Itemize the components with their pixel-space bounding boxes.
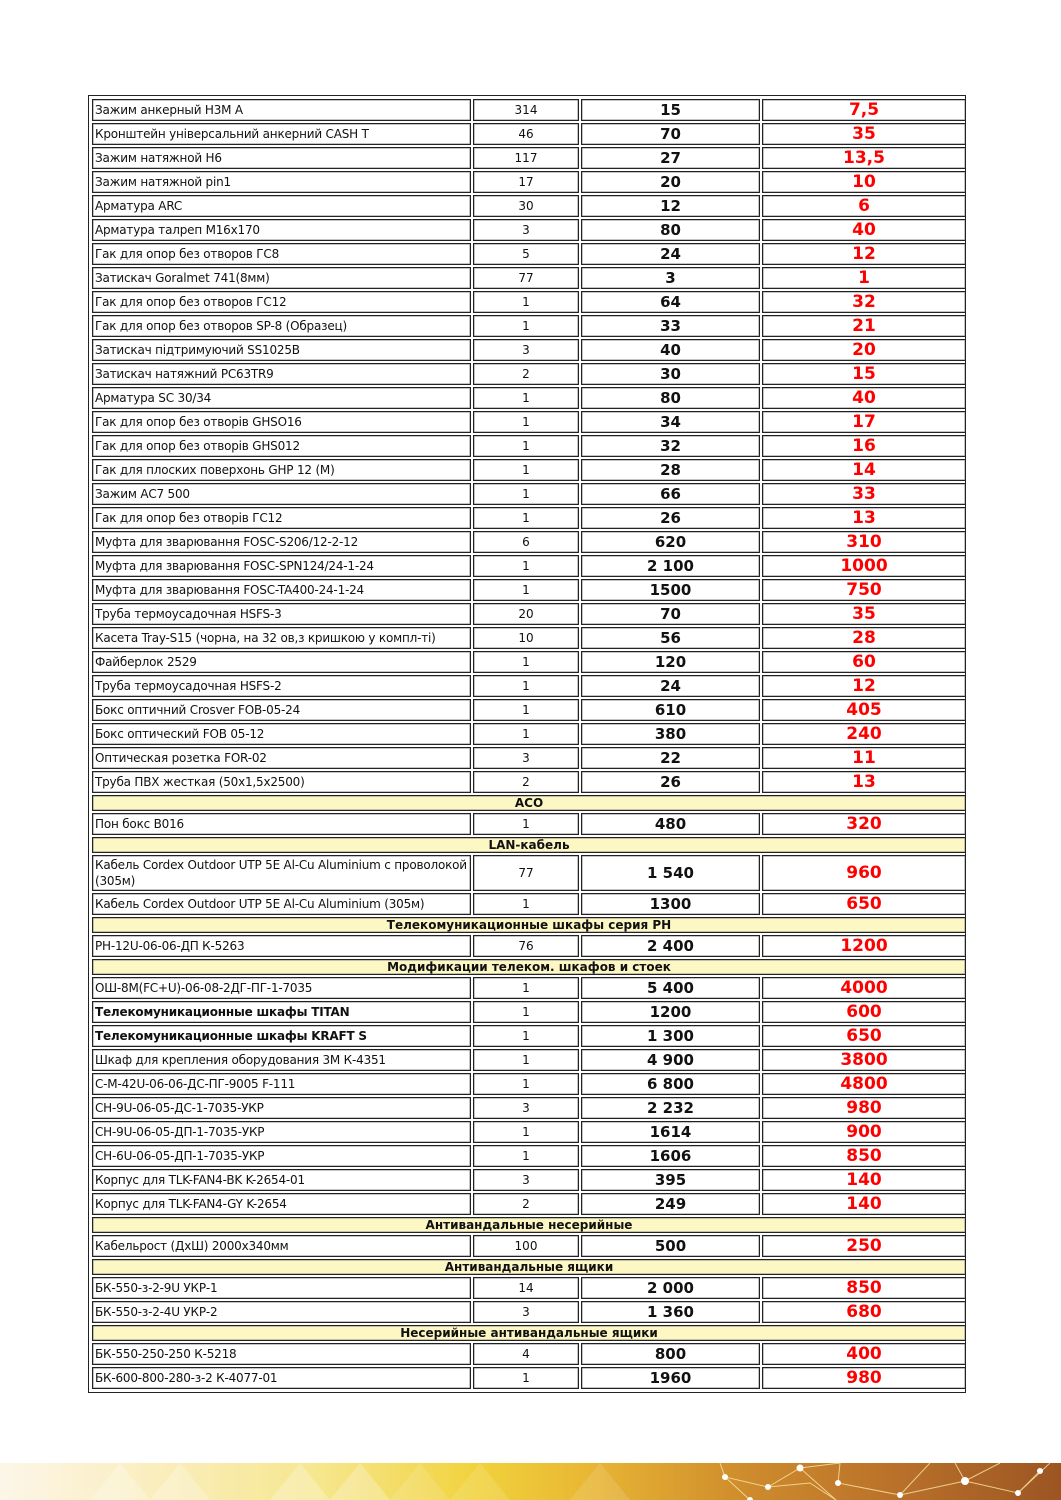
- price-cell: 26: [581, 771, 760, 793]
- price-table-body: [92, 99, 966, 1389]
- quantity-cell: 1: [473, 387, 579, 409]
- product-name-cell: Затискач натяжний PC63TR9: [92, 363, 471, 385]
- product-name-cell: БК-550-250-250 К-5218: [92, 1343, 471, 1365]
- table-row: [92, 1001, 966, 1023]
- price-cell: 1614: [581, 1121, 760, 1143]
- discount-price-cell: 14: [762, 459, 966, 481]
- price-cell: 2 400: [581, 935, 760, 957]
- discount-price-cell: 650: [762, 1025, 966, 1047]
- price-cell: 120: [581, 651, 760, 673]
- product-name-cell: Зажим анкерный Н3М А: [92, 99, 471, 121]
- discount-price-cell: 17: [762, 411, 966, 433]
- quantity-cell: 1: [473, 1367, 579, 1389]
- price-cell: 3: [581, 267, 760, 289]
- quantity-cell: 1: [473, 411, 579, 433]
- discount-price-cell: 680: [762, 1301, 966, 1323]
- quantity-cell: 1: [473, 555, 579, 577]
- discount-price-cell: 12: [762, 675, 966, 697]
- price-cell: 26: [581, 507, 760, 529]
- table-row: [92, 387, 966, 409]
- section-title: LAN-кабель: [92, 837, 966, 853]
- table-row: [92, 1367, 966, 1389]
- section-header-row: [92, 1259, 966, 1275]
- discount-price-cell: 12: [762, 243, 966, 265]
- discount-price-cell: 13: [762, 507, 966, 529]
- section-title: Антивандальные ящики: [92, 1259, 966, 1275]
- price-cell: 40: [581, 339, 760, 361]
- quantity-cell: 314: [473, 99, 579, 121]
- table-row: [92, 291, 966, 313]
- product-name-cell: Кабельрост (ДхШ) 2000х340мм: [92, 1235, 471, 1257]
- product-name-cell: Муфта для зварювання FOSC-S206/12-2-12: [92, 531, 471, 553]
- discount-price-cell: 7,5: [762, 99, 966, 121]
- discount-price-cell: 650: [762, 893, 966, 915]
- table-row: [92, 1301, 966, 1323]
- product-name-cell: Труба ПВХ жесткая (50х1,5х2500): [92, 771, 471, 793]
- discount-price-cell: 4800: [762, 1073, 966, 1095]
- product-name-cell: Касета Tray-S15 (чорна, на 32 ов,з кришкою у компл-ті): [92, 627, 471, 649]
- table-row: [92, 219, 966, 241]
- quantity-cell: 20: [473, 603, 579, 625]
- product-name-cell: Затискач підтримуючий SS1025B: [92, 339, 471, 361]
- table-row: [92, 483, 966, 505]
- discount-price-cell: 13,5: [762, 147, 966, 169]
- discount-price-cell: 15: [762, 363, 966, 385]
- price-cell: 610: [581, 699, 760, 721]
- discount-price-cell: 900: [762, 1121, 966, 1143]
- price-cell: 33: [581, 315, 760, 337]
- section-header-row: [92, 1217, 966, 1233]
- table-row: [92, 747, 966, 769]
- product-name-cell: Пон бокс B016: [92, 813, 471, 835]
- section-title: Антивандальные несерийные: [92, 1217, 966, 1233]
- quantity-cell: 14: [473, 1277, 579, 1299]
- product-name-cell: Оптическая розетка FOR-02: [92, 747, 471, 769]
- table-row: [92, 675, 966, 697]
- quantity-cell: 1: [473, 1001, 579, 1023]
- quantity-cell: 1: [473, 579, 579, 601]
- discount-price-cell: 13: [762, 771, 966, 793]
- price-cell: 395: [581, 1169, 760, 1191]
- product-name-cell: Файберлок 2529: [92, 651, 471, 673]
- table-row: [92, 1343, 966, 1365]
- quantity-cell: 1: [473, 675, 579, 697]
- table-row: [92, 579, 966, 601]
- discount-price-cell: 310: [762, 531, 966, 553]
- table-row: [92, 699, 966, 721]
- table-row: [92, 855, 966, 891]
- price-cell: 6 800: [581, 1073, 760, 1095]
- discount-price-cell: 250: [762, 1235, 966, 1257]
- product-name-cell: Корпус для TLK-FAN4-BK K-2654-01: [92, 1169, 471, 1191]
- product-name-cell: БК-550-з-2-4U УКР-2: [92, 1301, 471, 1323]
- product-name-cell: Муфта для зварювання FOSC-SPN124/24-1-24: [92, 555, 471, 577]
- quantity-cell: 1: [473, 483, 579, 505]
- quantity-cell: 3: [473, 1097, 579, 1119]
- price-cell: 56: [581, 627, 760, 649]
- product-name-cell: Зажим натяжной Н6: [92, 147, 471, 169]
- table-row: [92, 507, 966, 529]
- table-row: [92, 267, 966, 289]
- table-row: [92, 531, 966, 553]
- quantity-cell: 4: [473, 1343, 579, 1365]
- quantity-cell: 1: [473, 1073, 579, 1095]
- discount-price-cell: 33: [762, 483, 966, 505]
- quantity-cell: 2: [473, 1193, 579, 1215]
- discount-price-cell: 1200: [762, 935, 966, 957]
- product-name-cell: Муфта для зварювання FOSC-TA400-24-1-24: [92, 579, 471, 601]
- price-cell: 80: [581, 387, 760, 409]
- price-table: [90, 97, 968, 1391]
- price-cell: 5 400: [581, 977, 760, 999]
- product-name-cell: Корпус для TLK-FAN4-GY K-2654: [92, 1193, 471, 1215]
- table-row: [92, 603, 966, 625]
- discount-price-cell: 140: [762, 1169, 966, 1191]
- discount-price-cell: 750: [762, 579, 966, 601]
- quantity-cell: 1: [473, 1025, 579, 1047]
- discount-price-cell: 40: [762, 387, 966, 409]
- quantity-cell: 1: [473, 723, 579, 745]
- product-name-cell: Бокс оптичний Crosver FOB-05-24: [92, 699, 471, 721]
- product-name-cell: Шкаф для крепления оборудования 3М К-4351: [92, 1049, 471, 1071]
- discount-price-cell: 850: [762, 1145, 966, 1167]
- product-name-cell: Арматура SC 30/34: [92, 387, 471, 409]
- product-name-cell: СН-6U-06-05-ДП-1-7035-УКР: [92, 1145, 471, 1167]
- table-row: [92, 171, 966, 193]
- discount-price-cell: 980: [762, 1367, 966, 1389]
- quantity-cell: 1: [473, 699, 579, 721]
- product-name-cell: Кабель Cordex Outdoor UTP 5E Al-Cu Aluminium с проволокой (305м): [92, 855, 471, 891]
- discount-price-cell: 600: [762, 1001, 966, 1023]
- section-header-row: [92, 795, 966, 811]
- table-row: [92, 363, 966, 385]
- product-name-cell: Гак для опор без отворів GHSO16: [92, 411, 471, 433]
- table-row: [92, 243, 966, 265]
- discount-price-cell: 405: [762, 699, 966, 721]
- discount-price-cell: 6: [762, 195, 966, 217]
- quantity-cell: 1: [473, 813, 579, 835]
- price-cell: 1500: [581, 579, 760, 601]
- price-cell: 34: [581, 411, 760, 433]
- discount-price-cell: 400: [762, 1343, 966, 1365]
- price-cell: 22: [581, 747, 760, 769]
- product-name-cell: Арматура ARC: [92, 195, 471, 217]
- table-row: [92, 99, 966, 121]
- discount-price-cell: 320: [762, 813, 966, 835]
- product-name-cell: Телекомуникационные шкафы KRAFT S: [92, 1025, 471, 1047]
- table-row: [92, 813, 966, 835]
- section-header-row: [92, 1325, 966, 1341]
- table-row: [92, 651, 966, 673]
- footer-network-pattern: [0, 1463, 1061, 1500]
- quantity-cell: 2: [473, 771, 579, 793]
- quantity-cell: 117: [473, 147, 579, 169]
- quantity-cell: 1: [473, 1049, 579, 1071]
- product-name-cell: С-М-42U-06-06-ДС-ПГ-9005 F-111: [92, 1073, 471, 1095]
- discount-price-cell: 35: [762, 603, 966, 625]
- table-row: [92, 1097, 966, 1119]
- quantity-cell: 77: [473, 855, 579, 891]
- product-name-cell: Телекомуникационные шкафы TITAN: [92, 1001, 471, 1023]
- table-row: [92, 195, 966, 217]
- discount-price-cell: 1: [762, 267, 966, 289]
- product-name-cell: Гак для опор без отворов ГС12: [92, 291, 471, 313]
- quantity-cell: 2: [473, 363, 579, 385]
- discount-price-cell: 3800: [762, 1049, 966, 1071]
- discount-price-cell: 60: [762, 651, 966, 673]
- table-row: [92, 627, 966, 649]
- discount-price-cell: 20: [762, 339, 966, 361]
- product-name-cell: Кабель Cordex Outdoor UTP 5E Al-Cu Aluminium (305м): [92, 893, 471, 915]
- table-row: [92, 123, 966, 145]
- price-cell: 70: [581, 123, 760, 145]
- price-cell: 800: [581, 1343, 760, 1365]
- quantity-cell: 1: [473, 977, 579, 999]
- price-cell: 1960: [581, 1367, 760, 1389]
- price-cell: 620: [581, 531, 760, 553]
- quantity-cell: 5: [473, 243, 579, 265]
- quantity-cell: 100: [473, 1235, 579, 1257]
- discount-price-cell: 32: [762, 291, 966, 313]
- table-row: [92, 435, 966, 457]
- table-row: [92, 147, 966, 169]
- quantity-cell: 77: [473, 267, 579, 289]
- price-cell: 80: [581, 219, 760, 241]
- discount-price-cell: 960: [762, 855, 966, 891]
- price-cell: 64: [581, 291, 760, 313]
- price-cell: 4 900: [581, 1049, 760, 1071]
- price-cell: 480: [581, 813, 760, 835]
- table-row: [92, 771, 966, 793]
- quantity-cell: 1: [473, 1121, 579, 1143]
- price-cell: 380: [581, 723, 760, 745]
- quantity-cell: 3: [473, 1169, 579, 1191]
- table-row: [92, 1073, 966, 1095]
- price-cell: 1606: [581, 1145, 760, 1167]
- discount-price-cell: 10: [762, 171, 966, 193]
- table-row: [92, 977, 966, 999]
- discount-price-cell: 16: [762, 435, 966, 457]
- section-title: Телекомуникационные шкафы серия РН: [92, 917, 966, 933]
- discount-price-cell: 11: [762, 747, 966, 769]
- product-name-cell: СН-9U-06-05-ДС-1-7035-УКР: [92, 1097, 471, 1119]
- price-cell: 15: [581, 99, 760, 121]
- product-name-cell: Затискач Goralmet 741(8мм): [92, 267, 471, 289]
- section-title: Модификации телеком. шкафов и стоек: [92, 959, 966, 975]
- price-cell: 28: [581, 459, 760, 481]
- product-name-cell: Гак для опор без отворов SP-8 (Образец): [92, 315, 471, 337]
- quantity-cell: 1: [473, 435, 579, 457]
- quantity-cell: 46: [473, 123, 579, 145]
- product-name-cell: Гак для плоских поверхонь GHP 12 (M): [92, 459, 471, 481]
- table-row: [92, 1193, 966, 1215]
- quantity-cell: 1: [473, 507, 579, 529]
- section-header-row: [92, 917, 966, 933]
- discount-price-cell: 140: [762, 1193, 966, 1215]
- section-header-row: [92, 837, 966, 853]
- quantity-cell: 1: [473, 651, 579, 673]
- product-name-cell: Зажим натяжной pin1: [92, 171, 471, 193]
- discount-price-cell: 35: [762, 123, 966, 145]
- product-name-cell: Труба термоусадочная HSFS-3: [92, 603, 471, 625]
- quantity-cell: 1: [473, 893, 579, 915]
- quantity-cell: 17: [473, 171, 579, 193]
- price-cell: 1300: [581, 893, 760, 915]
- product-name-cell: БК-600-800-280-з-2 К-4077-01: [92, 1367, 471, 1389]
- table-row: [92, 1121, 966, 1143]
- discount-price-cell: 1000: [762, 555, 966, 577]
- price-cell: 12: [581, 195, 760, 217]
- price-cell: 1 300: [581, 1025, 760, 1047]
- price-cell: 500: [581, 1235, 760, 1257]
- table-row: [92, 935, 966, 957]
- quantity-cell: 1: [473, 315, 579, 337]
- decorative-footer-band: [0, 1463, 1061, 1500]
- price-cell: 2 100: [581, 555, 760, 577]
- product-name-cell: Кронштейн універсальний анкерний CASH T: [92, 123, 471, 145]
- price-cell: 2 232: [581, 1097, 760, 1119]
- product-name-cell: ОШ-8М(FC+U)-06-08-2ДГ-ПГ-1-7035: [92, 977, 471, 999]
- price-cell: 66: [581, 483, 760, 505]
- table-row: [92, 555, 966, 577]
- table-row: [92, 1049, 966, 1071]
- section-title: Несерийные антивандальные ящики: [92, 1325, 966, 1341]
- table-row: [92, 339, 966, 361]
- price-table-container: [88, 95, 966, 1393]
- price-cell: 1 540: [581, 855, 760, 891]
- quantity-cell: 3: [473, 747, 579, 769]
- product-name-cell: Труба термоусадочная HSFS-2: [92, 675, 471, 697]
- price-cell: 20: [581, 171, 760, 193]
- discount-price-cell: 850: [762, 1277, 966, 1299]
- product-name-cell: РН-12U-06-06-ДП К-5263: [92, 935, 471, 957]
- quantity-cell: 3: [473, 1301, 579, 1323]
- price-cell: 249: [581, 1193, 760, 1215]
- table-row: [92, 1235, 966, 1257]
- discount-price-cell: 980: [762, 1097, 966, 1119]
- quantity-cell: 1: [473, 291, 579, 313]
- discount-price-cell: 21: [762, 315, 966, 337]
- product-name-cell: БК-550-з-2-9U УКР-1: [92, 1277, 471, 1299]
- product-name-cell: СН-9U-06-05-ДП-1-7035-УКР: [92, 1121, 471, 1143]
- table-row: [92, 1145, 966, 1167]
- price-cell: 32: [581, 435, 760, 457]
- price-cell: 27: [581, 147, 760, 169]
- quantity-cell: 3: [473, 339, 579, 361]
- product-name-cell: Гак для опор без отворів GHS012: [92, 435, 471, 457]
- quantity-cell: 10: [473, 627, 579, 649]
- discount-price-cell: 4000: [762, 977, 966, 999]
- quantity-cell: 76: [473, 935, 579, 957]
- product-name-cell: Бокс оптический FOB 05-12: [92, 723, 471, 745]
- product-name-cell: Арматура талреп М16х170: [92, 219, 471, 241]
- price-cell: 30: [581, 363, 760, 385]
- price-cell: 1 360: [581, 1301, 760, 1323]
- table-row: [92, 1277, 966, 1299]
- table-row: [92, 1025, 966, 1047]
- discount-price-cell: 28: [762, 627, 966, 649]
- quantity-cell: 30: [473, 195, 579, 217]
- table-row: [92, 315, 966, 337]
- table-row: [92, 411, 966, 433]
- section-header-row: [92, 959, 966, 975]
- table-row: [92, 893, 966, 915]
- price-cell: 24: [581, 675, 760, 697]
- table-row: [92, 723, 966, 745]
- quantity-cell: 3: [473, 219, 579, 241]
- quantity-cell: 1: [473, 1145, 579, 1167]
- quantity-cell: 6: [473, 531, 579, 553]
- price-cell: 1200: [581, 1001, 760, 1023]
- product-name-cell: Гак для опор без отворів ГС12: [92, 507, 471, 529]
- table-row: [92, 1169, 966, 1191]
- discount-price-cell: 40: [762, 219, 966, 241]
- price-cell: 24: [581, 243, 760, 265]
- table-row: [92, 459, 966, 481]
- product-name-cell: Гак для опор без отворов ГС8: [92, 243, 471, 265]
- quantity-cell: 1: [473, 459, 579, 481]
- price-cell: 2 000: [581, 1277, 760, 1299]
- discount-price-cell: 240: [762, 723, 966, 745]
- section-title: АСО: [92, 795, 966, 811]
- price-cell: 70: [581, 603, 760, 625]
- product-name-cell: Зажим АС7 500: [92, 483, 471, 505]
